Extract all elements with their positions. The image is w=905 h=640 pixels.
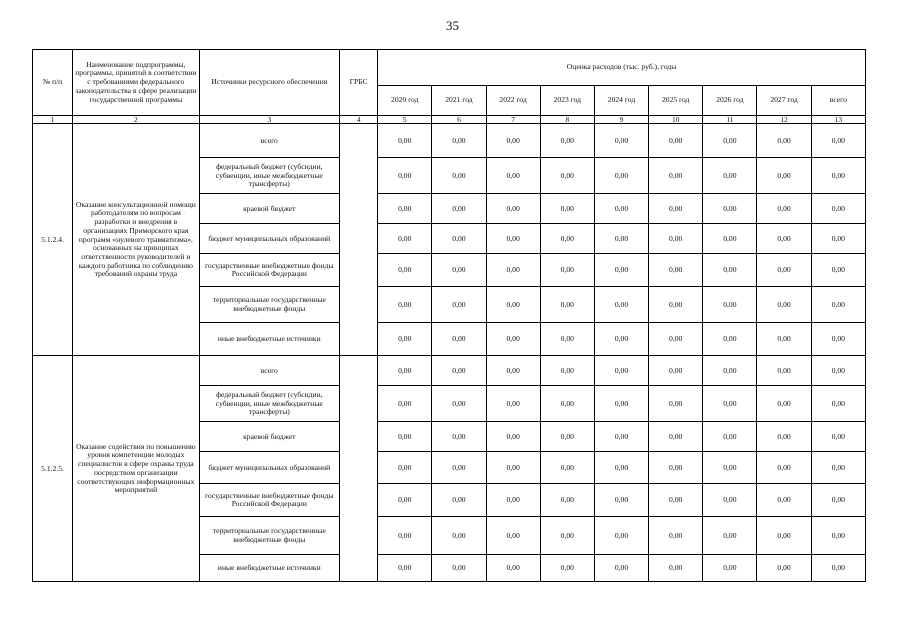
year-value: 0,00 (703, 124, 757, 158)
total-value: 0,00 (811, 323, 865, 356)
year-value: 0,00 (378, 555, 432, 582)
year-value: 0,00 (703, 158, 757, 194)
total-value: 0,00 (811, 484, 865, 517)
year-value: 0,00 (540, 452, 594, 484)
year-value: 0,00 (703, 452, 757, 484)
year-value: 0,00 (432, 484, 486, 517)
column-number: 5 (378, 116, 432, 124)
budget-table (32, 49, 866, 582)
total-value: 0,00 (811, 194, 865, 224)
year-value: 0,00 (486, 484, 540, 517)
year-value: 0,00 (486, 422, 540, 452)
column-number: 13 (811, 116, 865, 124)
year-value: 0,00 (486, 555, 540, 582)
year-value: 0,00 (432, 158, 486, 194)
column-number: 1 (33, 116, 73, 124)
year-value: 0,00 (594, 224, 648, 254)
year-value: 0,00 (649, 517, 703, 555)
column-number: 9 (594, 116, 648, 124)
column-number: 10 (649, 116, 703, 124)
year-value: 0,00 (649, 224, 703, 254)
year-value: 0,00 (486, 517, 540, 555)
year-value: 0,00 (649, 287, 703, 323)
year-value: 0,00 (486, 356, 540, 386)
table-row (33, 124, 866, 158)
header-year: 2025 год (649, 86, 703, 116)
year-value: 0,00 (540, 158, 594, 194)
year-value: 0,00 (594, 422, 648, 452)
funding-source: федеральный бюджет (субсидии, субвенции, иные межбюджетные трансферты) (199, 158, 339, 194)
column-number: 6 (432, 116, 486, 124)
year-value: 0,00 (649, 356, 703, 386)
column-numbers-row (33, 116, 866, 124)
item-name: Оказание консультационной помощи работодателям по вопросам разработки и внедрения в организациях Приморского края программ «нулевого травматизма», основанных на принципах ответственности руководителей и каждого работника по соблюдению требований охраны труда (73, 124, 199, 356)
year-value: 0,00 (378, 194, 432, 224)
total-value: 0,00 (811, 422, 865, 452)
year-value: 0,00 (649, 452, 703, 484)
year-value: 0,00 (757, 194, 811, 224)
year-value: 0,00 (594, 555, 648, 582)
year-value: 0,00 (757, 422, 811, 452)
year-value: 0,00 (378, 452, 432, 484)
year-value: 0,00 (432, 555, 486, 582)
total-value: 0,00 (811, 124, 865, 158)
year-value: 0,00 (378, 158, 432, 194)
header-total: всего (811, 86, 865, 116)
year-value: 0,00 (703, 323, 757, 356)
year-value: 0,00 (703, 422, 757, 452)
year-value: 0,00 (378, 323, 432, 356)
year-value: 0,00 (540, 356, 594, 386)
year-value: 0,00 (594, 323, 648, 356)
year-value: 0,00 (432, 124, 486, 158)
year-value: 0,00 (432, 323, 486, 356)
year-value: 0,00 (649, 555, 703, 582)
year-value: 0,00 (378, 356, 432, 386)
total-value: 0,00 (811, 158, 865, 194)
year-value: 0,00 (378, 422, 432, 452)
year-value: 0,00 (432, 224, 486, 254)
year-value: 0,00 (703, 254, 757, 287)
funding-source: территориальные государственные внебюджетные фонды (199, 287, 339, 323)
year-value: 0,00 (540, 555, 594, 582)
year-value: 0,00 (486, 194, 540, 224)
year-value: 0,00 (594, 194, 648, 224)
column-number: 2 (73, 116, 199, 124)
year-value: 0,00 (594, 484, 648, 517)
header-year: 2027 год (757, 86, 811, 116)
year-value: 0,00 (594, 386, 648, 422)
year-value: 0,00 (757, 287, 811, 323)
year-value: 0,00 (378, 386, 432, 422)
year-value: 0,00 (540, 386, 594, 422)
funding-source: бюджет муниципальных образований (199, 452, 339, 484)
funding-source: краевой бюджет (199, 194, 339, 224)
year-value: 0,00 (378, 484, 432, 517)
year-value: 0,00 (703, 194, 757, 224)
funding-source: государственные внебюджетные фонды Российской Федерации (199, 484, 339, 517)
year-value: 0,00 (540, 254, 594, 287)
year-value: 0,00 (486, 452, 540, 484)
total-value: 0,00 (811, 356, 865, 386)
funding-source: краевой бюджет (199, 422, 339, 452)
total-value: 0,00 (811, 555, 865, 582)
year-value: 0,00 (649, 323, 703, 356)
table-row (33, 356, 866, 386)
total-value: 0,00 (811, 254, 865, 287)
year-value: 0,00 (594, 158, 648, 194)
year-value: 0,00 (540, 323, 594, 356)
year-value: 0,00 (378, 517, 432, 555)
year-value: 0,00 (757, 124, 811, 158)
year-value: 0,00 (432, 517, 486, 555)
item-code: 5.1.2.4. (33, 124, 73, 356)
funding-source: федеральный бюджет (субсидии, субвенции, иные межбюджетные трансферты) (199, 386, 339, 422)
year-value: 0,00 (432, 194, 486, 224)
year-value: 0,00 (432, 422, 486, 452)
year-value: 0,00 (703, 484, 757, 517)
year-value: 0,00 (757, 452, 811, 484)
year-value: 0,00 (703, 555, 757, 582)
header-estimate: Оценка расходов (тыс. руб.), годы (378, 50, 866, 86)
year-value: 0,00 (540, 517, 594, 555)
funding-source: всего (199, 356, 339, 386)
funding-source: иные внебюджетные источники (199, 323, 339, 356)
page-number: 35 (446, 18, 459, 33)
grbs-cell (340, 124, 378, 356)
header-year: 2020 год (378, 86, 432, 116)
grbs-cell (340, 356, 378, 582)
year-value: 0,00 (703, 224, 757, 254)
item-name: Оказание содействия по повышению уровня компетенции молодых специалистов в сфере охраны труда посредством организации соответствующих информационных мероприятий (73, 356, 199, 582)
column-number: 7 (486, 116, 540, 124)
funding-source: государственные внебюджетные фонды Российской Федерации (199, 254, 339, 287)
year-value: 0,00 (486, 254, 540, 287)
year-value: 0,00 (757, 323, 811, 356)
year-value: 0,00 (703, 287, 757, 323)
header-name: Наименование подпрограммы, программы, принятой в соответствии с требованиями федерального законодательства в сфере реализации государственной программы (73, 50, 199, 116)
item-code: 5.1.2.5. (33, 356, 73, 582)
total-value: 0,00 (811, 386, 865, 422)
year-value: 0,00 (649, 386, 703, 422)
year-value: 0,00 (432, 356, 486, 386)
year-value: 0,00 (540, 287, 594, 323)
year-value: 0,00 (594, 517, 648, 555)
year-value: 0,00 (432, 386, 486, 422)
year-value: 0,00 (432, 287, 486, 323)
year-value: 0,00 (594, 287, 648, 323)
year-value: 0,00 (703, 386, 757, 422)
year-value: 0,00 (486, 323, 540, 356)
total-value: 0,00 (811, 517, 865, 555)
year-value: 0,00 (486, 158, 540, 194)
column-number: 3 (199, 116, 339, 124)
column-number: 4 (340, 116, 378, 124)
header-grbs: ГРБС (340, 50, 378, 116)
table-body (33, 124, 866, 582)
header-year: 2026 год (703, 86, 757, 116)
year-value: 0,00 (486, 287, 540, 323)
year-value: 0,00 (486, 224, 540, 254)
header-source: Источники ресурсного обеспечения (199, 50, 339, 116)
funding-source: всего (199, 124, 339, 158)
year-value: 0,00 (486, 386, 540, 422)
year-value: 0,00 (378, 124, 432, 158)
year-value: 0,00 (649, 422, 703, 452)
year-value: 0,00 (594, 452, 648, 484)
header-num: № п/п (33, 50, 73, 116)
year-value: 0,00 (649, 484, 703, 517)
header-year: 2023 год (540, 86, 594, 116)
year-value: 0,00 (540, 422, 594, 452)
column-number: 12 (757, 116, 811, 124)
year-value: 0,00 (757, 386, 811, 422)
total-value: 0,00 (811, 287, 865, 323)
year-value: 0,00 (594, 124, 648, 158)
total-value: 0,00 (811, 224, 865, 254)
year-value: 0,00 (540, 484, 594, 517)
year-value: 0,00 (757, 224, 811, 254)
year-value: 0,00 (703, 517, 757, 555)
year-value: 0,00 (757, 517, 811, 555)
year-value: 0,00 (649, 124, 703, 158)
year-value: 0,00 (378, 224, 432, 254)
year-value: 0,00 (703, 356, 757, 386)
year-value: 0,00 (540, 224, 594, 254)
year-value: 0,00 (757, 254, 811, 287)
year-value: 0,00 (757, 484, 811, 517)
year-value: 0,00 (540, 194, 594, 224)
funding-source: территориальные государственные внебюджетные фонды (199, 517, 339, 555)
year-value: 0,00 (378, 254, 432, 287)
year-value: 0,00 (486, 124, 540, 158)
year-value: 0,00 (540, 124, 594, 158)
year-value: 0,00 (757, 555, 811, 582)
header-year: 2021 год (432, 86, 486, 116)
year-value: 0,00 (594, 356, 648, 386)
total-value: 0,00 (811, 452, 865, 484)
funding-source: иные внебюджетные источники (199, 555, 339, 582)
column-number: 8 (540, 116, 594, 124)
year-value: 0,00 (649, 194, 703, 224)
year-value: 0,00 (432, 254, 486, 287)
year-value: 0,00 (432, 452, 486, 484)
year-value: 0,00 (649, 254, 703, 287)
year-value: 0,00 (594, 254, 648, 287)
year-value: 0,00 (757, 158, 811, 194)
year-value: 0,00 (649, 158, 703, 194)
funding-source: бюджет муниципальных образований (199, 224, 339, 254)
year-value: 0,00 (757, 356, 811, 386)
year-value: 0,00 (378, 287, 432, 323)
header-year: 2022 год (486, 86, 540, 116)
header-year: 2024 год (594, 86, 648, 116)
column-number: 11 (703, 116, 757, 124)
